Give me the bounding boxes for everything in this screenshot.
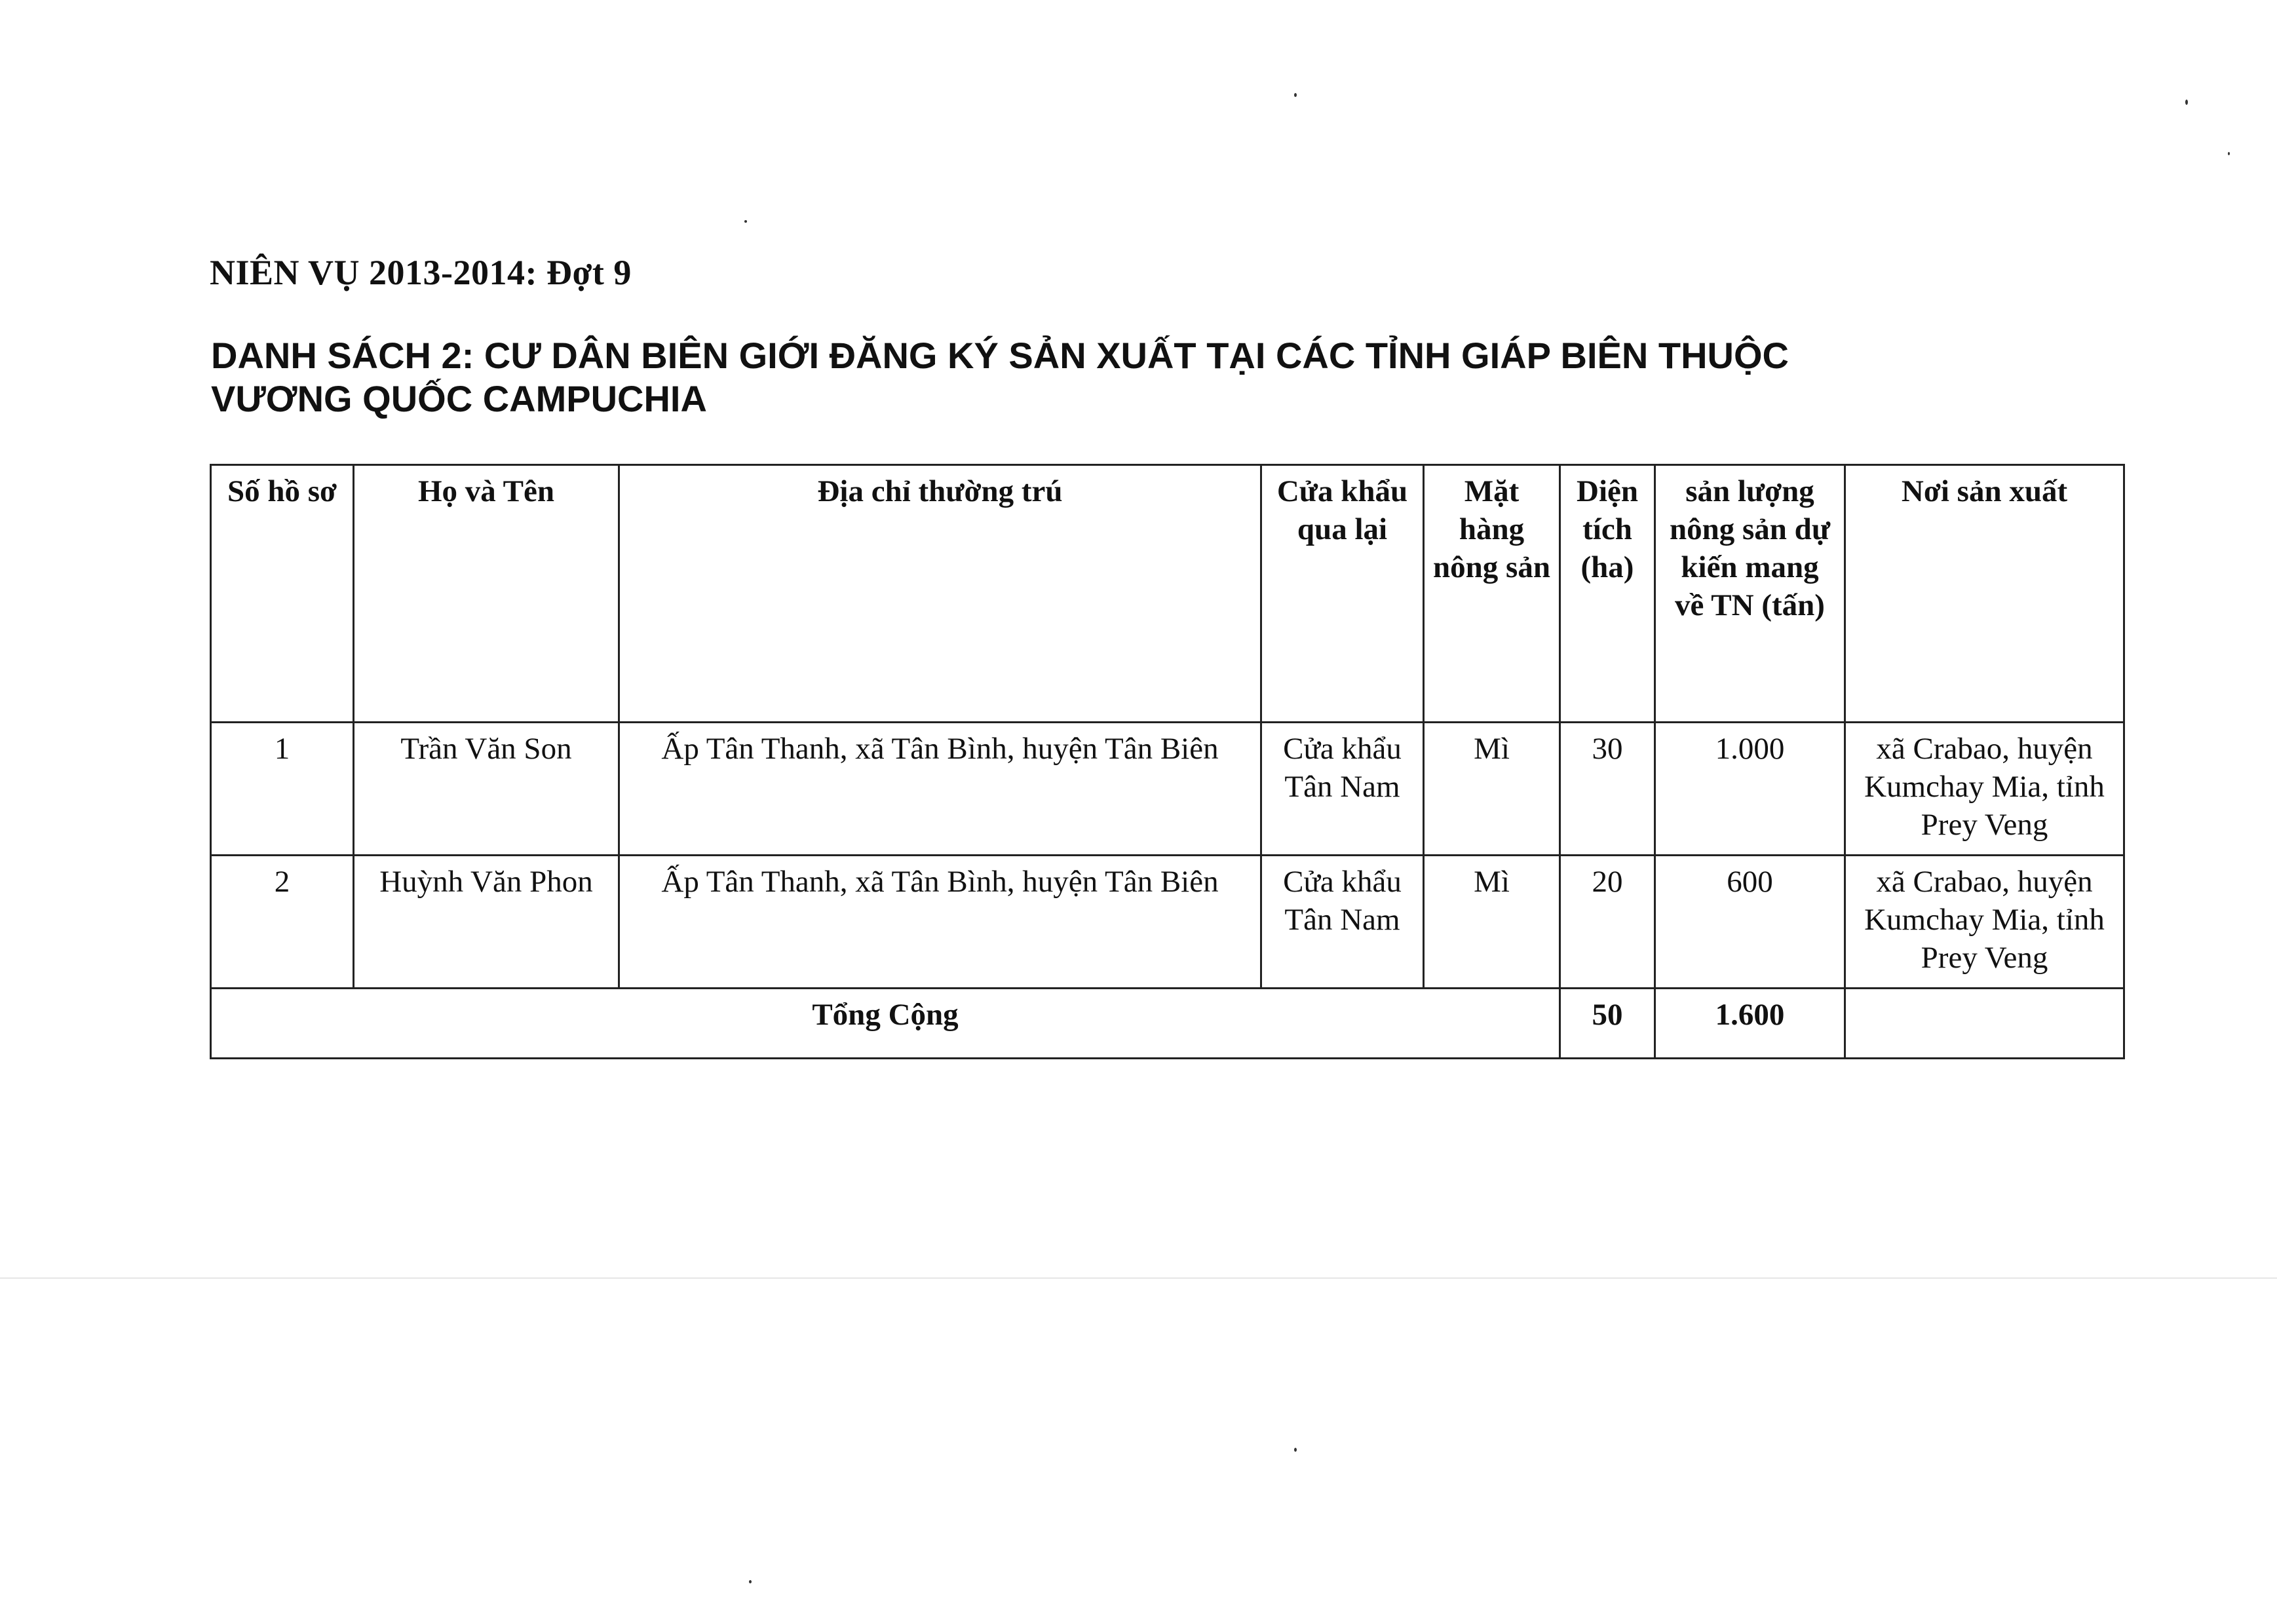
- header-yield: sản lượng nông sản dự kiến mang về TN (tấn): [1655, 465, 1845, 723]
- total-production-place: [1845, 989, 2124, 1059]
- cell-area: 20: [1560, 856, 1655, 989]
- scan-speck: [1294, 93, 1297, 97]
- scan-speck: [2185, 100, 2188, 105]
- cell-yield: 1.000: [1655, 723, 1845, 856]
- total-yield: 1.600: [1655, 989, 1845, 1059]
- cell-production-place: xã Crabao, huyện Kumchay Mia, tỉnh Prey Veng: [1845, 856, 2124, 989]
- scan-speck: [1294, 1448, 1297, 1452]
- header-address: Địa chỉ thường trú: [619, 465, 1261, 723]
- cell-address: Ấp Tân Thanh, xã Tân Bình, huyện Tân Biên: [619, 723, 1261, 856]
- cell-production-place: xã Crabao, huyện Kumchay Mia, tỉnh Prey Veng: [1845, 723, 2124, 856]
- table-row: [211, 856, 2124, 989]
- total-area: 50: [1560, 989, 1655, 1059]
- scan-speck: [749, 1580, 752, 1583]
- cell-address: Ấp Tân Thanh, xã Tân Bình, huyện Tân Biên: [619, 856, 1261, 989]
- header-production-place: Nơi sản xuất: [1845, 465, 2124, 723]
- cell-border-gate: Cửa khẩu Tân Nam: [1261, 723, 1424, 856]
- header-border-gate: Cửa khẩu qua lại: [1261, 465, 1424, 723]
- cell-record-no: 2: [211, 856, 354, 989]
- cell-border-gate: Cửa khẩu Tân Nam: [1261, 856, 1424, 989]
- table-row: [211, 723, 2124, 856]
- header-full-name: Họ và Tên: [354, 465, 619, 723]
- cell-record-no: 1: [211, 723, 354, 856]
- scan-speck: [2228, 152, 2230, 155]
- scan-speck: [744, 220, 747, 223]
- cell-full-name: Huỳnh Văn Phon: [354, 856, 619, 989]
- table-header-row: [211, 465, 2124, 723]
- cell-crop: Mì: [1424, 723, 1560, 856]
- cell-crop: Mì: [1424, 856, 1560, 989]
- header-crop: Mặt hàng nông sản: [1424, 465, 1560, 723]
- total-label: Tổng Cộng: [211, 989, 1560, 1059]
- registration-table-wrapper: [210, 464, 2123, 1059]
- season-heading: NIÊN VỤ 2013-2014: Đợt 9: [210, 253, 632, 292]
- scan-fold-line: [0, 1277, 2277, 1279]
- table-total-row: [211, 989, 2124, 1059]
- cell-full-name: Trần Văn Son: [354, 723, 619, 856]
- header-record-no: Số hồ sơ: [211, 465, 354, 723]
- cell-yield: 600: [1655, 856, 1845, 989]
- cell-area: 30: [1560, 723, 1655, 856]
- list-heading: DANH SÁCH 2: CƯ DÂN BIÊN GIỚI ĐĂNG KÝ SẢN XUẤT TẠI CÁC TỈNH GIÁP BIÊN THUỘC VƯƠNG QUỐC CAMPUCHIA: [211, 335, 1789, 419]
- registration-table: [210, 464, 2125, 1059]
- header-area: Diện tích (ha): [1560, 465, 1655, 723]
